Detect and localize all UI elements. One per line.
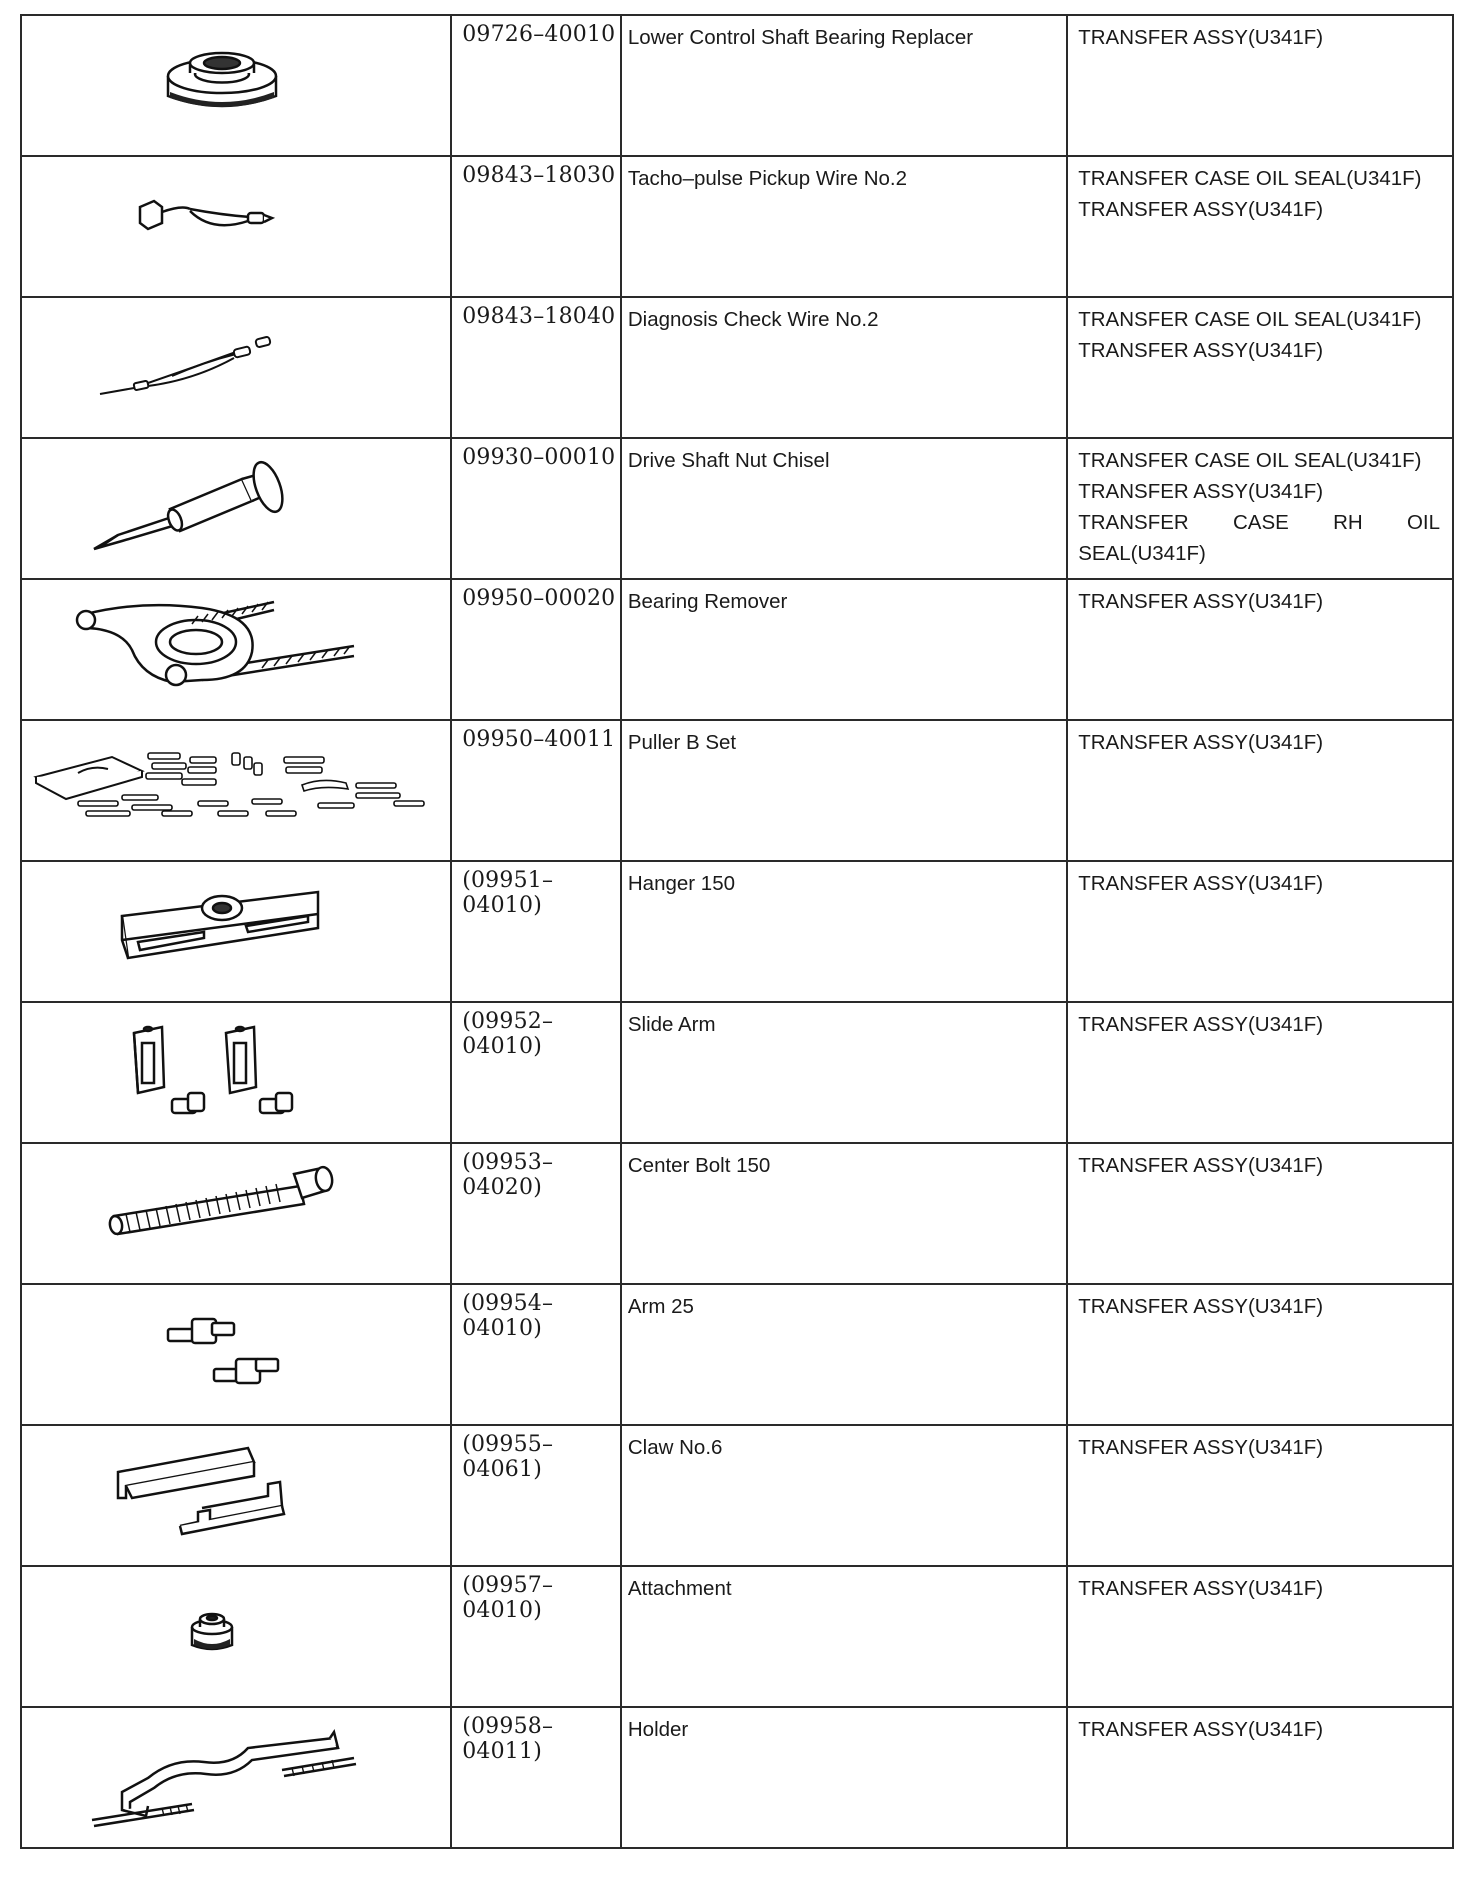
part-number: (09958–04011) (462, 1714, 554, 1764)
chisel-icon (22, 439, 446, 578)
tool-name: Bearing Remover (627, 590, 788, 613)
applies-to-item: TRANSFER ASSY(U341F) (1078, 1295, 1324, 1318)
puller-set-icon (22, 721, 446, 860)
applies-to-item: TRANSFER ASSY(U341F) (1078, 26, 1324, 49)
applies-to-item: TRANSFER CASE OIL SEAL(U341F) (1078, 167, 1422, 190)
tool-name: Drive Shaft Nut Chisel (627, 449, 830, 472)
table-row (21, 1707, 1453, 1848)
tool-name: Lower Control Shaft Bearing Replacer (627, 26, 974, 49)
part-number: (09955–04061) (462, 1432, 554, 1482)
applies-to-item: TRANSFER ASSY(U341F) (1078, 1718, 1324, 1741)
claw-icon (22, 1426, 446, 1565)
arm-icon (22, 1285, 446, 1424)
table-row (21, 720, 1453, 861)
applies-to-list (1068, 721, 1452, 758)
applies-to-list (1068, 1144, 1452, 1181)
tool-name: Center Bolt 150 (627, 1154, 771, 1177)
part-number: (09952–04010) (462, 1009, 554, 1059)
part-number: (09951–04010) (462, 868, 554, 918)
tool-name: Tacho–pulse Pickup Wire No.2 (627, 167, 908, 190)
part-number: 09930–00010 (462, 445, 616, 470)
part-number: (09954–04010) (462, 1291, 554, 1341)
table-row (21, 297, 1453, 438)
applies-to-list (1068, 1003, 1452, 1040)
slide-arm-icon (22, 1003, 446, 1142)
center-bolt-icon (22, 1144, 446, 1283)
table-row (21, 1002, 1453, 1143)
tool-illustration-cell (21, 15, 451, 156)
table-row (21, 438, 1453, 579)
applies-to-list (1068, 1708, 1452, 1745)
tool-name: Slide Arm (627, 1013, 716, 1036)
applies-to-list (1068, 862, 1452, 899)
applies-to-list (1068, 1567, 1452, 1604)
applies-to-item: TRANSFER ASSY(U341F) (1078, 1577, 1324, 1600)
applies-to-item: TRANSFER ASSY(U341F) (1078, 1436, 1324, 1459)
tool-name: Attachment (627, 1577, 732, 1600)
table-row (21, 15, 1453, 156)
tool-name: Arm 25 (627, 1295, 694, 1318)
part-number: 09843–18030 (462, 163, 616, 188)
part-number: (09957–04010) (462, 1573, 554, 1623)
hanger-icon (22, 862, 446, 1001)
part-number: 09950–00020 (462, 586, 616, 611)
part-number: (09953–04020) (462, 1150, 554, 1200)
table-row (21, 156, 1453, 297)
pickup-wire-icon (22, 157, 446, 296)
table-row (21, 579, 1453, 720)
table-row (21, 1425, 1453, 1566)
applies-to-item: TRANSFER ASSY(U341F) (1078, 198, 1324, 221)
applies-to-item: TRANSFER CASE OIL SEAL(U341F) (1078, 308, 1422, 331)
bearing-replacer-icon (22, 16, 446, 155)
check-wire-icon (22, 298, 446, 437)
tool-name: Claw No.6 (627, 1436, 723, 1459)
applies-to-list (1068, 298, 1452, 366)
applies-to-item: TRANSFER ASSY(U341F) (1078, 480, 1324, 503)
applies-to-item: TRANSFER CASE OIL SEAL(U341F) (1078, 449, 1422, 472)
attachment-icon (22, 1567, 446, 1706)
tool-name: Diagnosis Check Wire No.2 (627, 308, 879, 331)
holder-icon (22, 1708, 446, 1847)
applies-to-item: TRANSFER ASSY(U341F) (1078, 731, 1324, 754)
applies-to-list (1068, 1426, 1452, 1463)
applies-to-item: TRANSFER ASSY(U341F) (1078, 1154, 1324, 1177)
table-row (21, 1143, 1453, 1284)
applies-to-list (1068, 157, 1452, 225)
applies-to-item: TRANSFER ASSY(U341F) (1078, 872, 1324, 895)
applies-to-list (1068, 580, 1452, 617)
applies-to-item: TRANSFER ASSY(U341F) (1078, 339, 1324, 362)
applies-to-item: TRANSFER ASSY(U341F) (1078, 1013, 1324, 1036)
applies-to-item: TRANSFER ASSY(U341F) (1078, 590, 1324, 613)
table-row (21, 861, 1453, 1002)
table-row (21, 1566, 1453, 1707)
table-row (21, 1284, 1453, 1425)
part-number: 09726–40010 (462, 22, 616, 47)
part-number: 09950–40011 (462, 727, 616, 752)
applies-to-list (1068, 1285, 1452, 1322)
applies-to-list (1068, 439, 1452, 569)
tool-name: Holder (627, 1718, 689, 1741)
applies-to-list (1068, 16, 1452, 53)
tool-table-sheet (20, 14, 1454, 1875)
tool-name: Puller B Set (627, 731, 737, 754)
part-number: 09843–18040 (462, 304, 616, 329)
tool-table (20, 14, 1454, 1849)
applies-to-item: TRANSFER CASE RH OIL SEAL(U341F) (1078, 511, 1440, 565)
bearing-remover-icon (22, 580, 446, 719)
tool-name: Hanger 150 (627, 872, 735, 895)
